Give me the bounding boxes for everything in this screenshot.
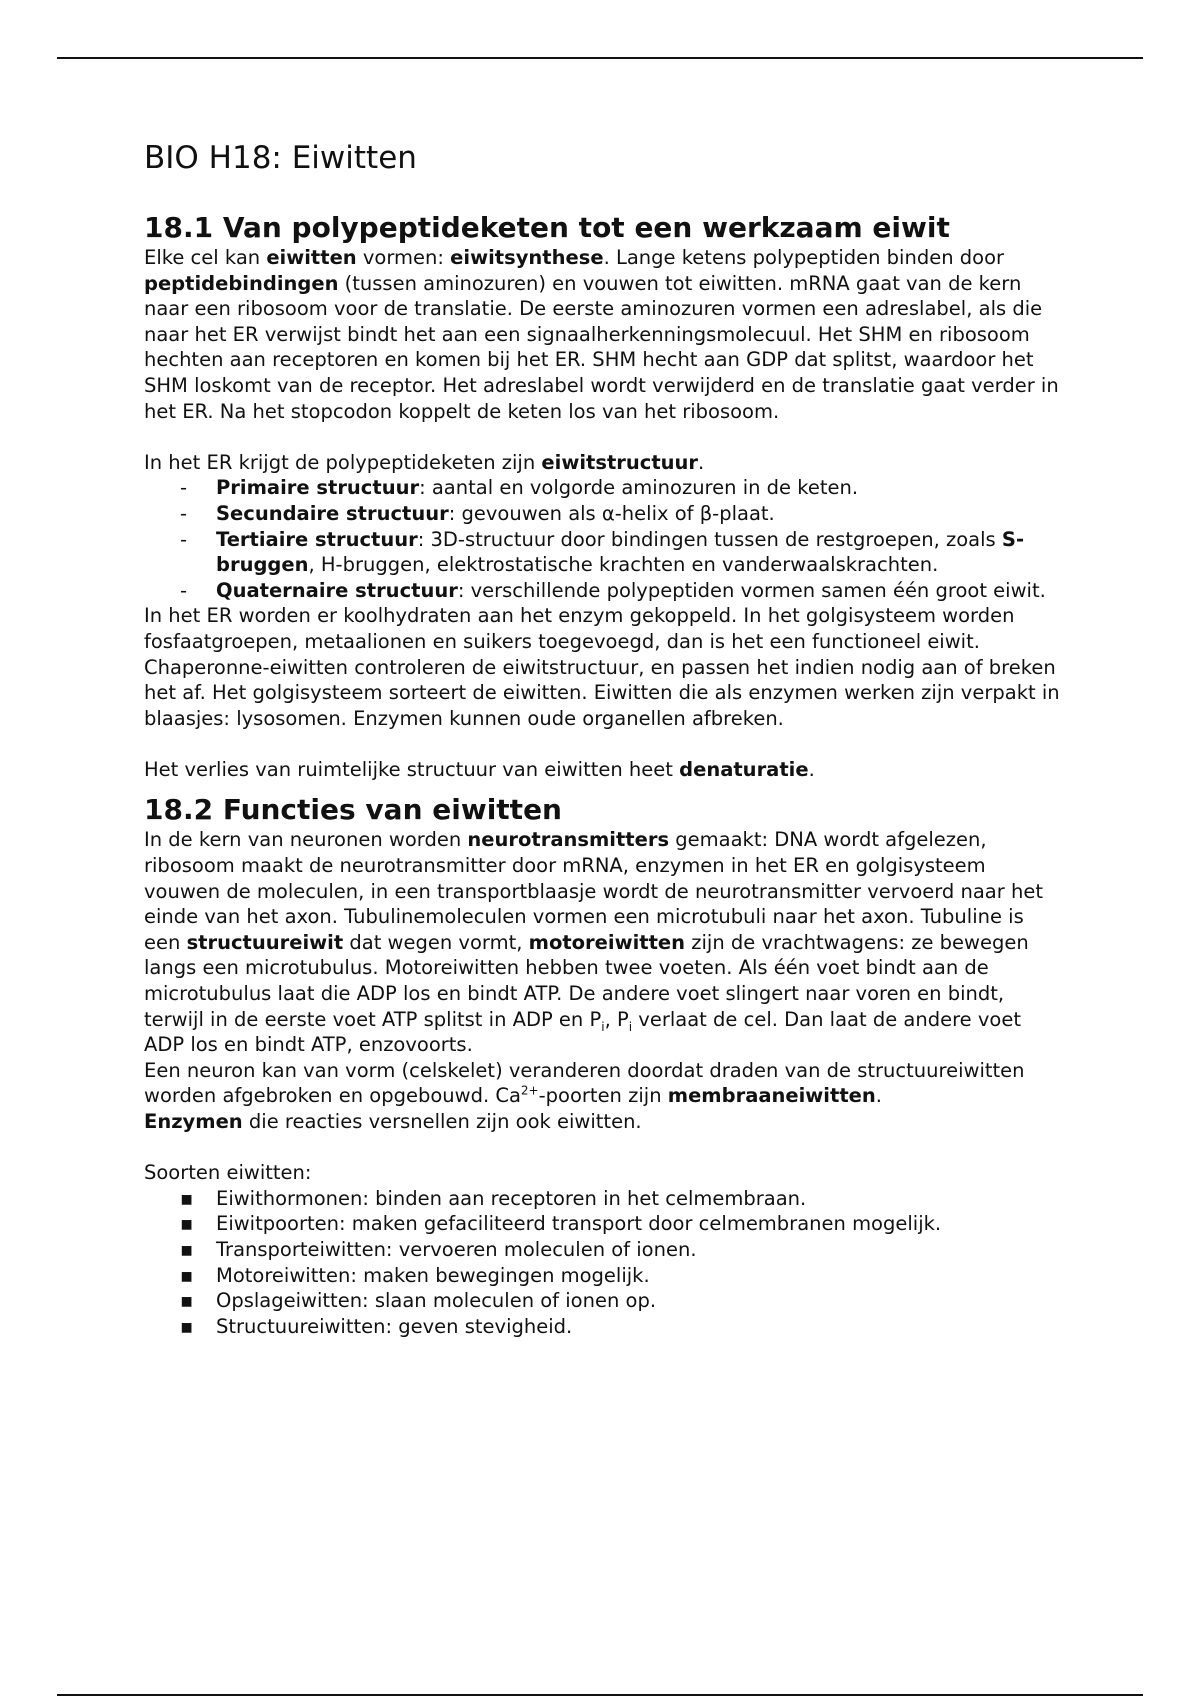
paragraph: Enzymen die reacties versnellen zijn ook eiwitten. [144, 1110, 642, 1133]
protein-types-list [144, 1186, 1064, 1340]
section-heading-18-2: 18.2 Functies van eiwitten [144, 793, 562, 827]
paragraph: Het verlies van ruimtelijke structuur van eiwitten heet denaturatie. [144, 757, 815, 781]
section-heading-18-1: 18.1 Van polypeptideketen tot een werkzaam eiwit [144, 211, 950, 244]
list-item: - Tertiaire structuur: 3D-structuur door bindingen tussen de restgroepen, zoals S-bruggen, H-bruggen, elektrostatische krachten en vanderwaalskrachten. [180, 527, 1025, 577]
paragraph: Chaperonne-eiwitten controleren de eiwitstructuur, en passen het indien nodig aan of breken het af. Het golgisysteem sorteert de eiwitten. Eiwitten die als enzymen werken zijn verpakt in blaasjes: lysosomen. Enzymen kunnen oude organellen afbreken. [144, 655, 1060, 730]
document-page [144, 138, 1064, 1339]
paragraph: In het ER worden er koolhydraten aan het enzym gekoppeld. In het golgisysteem worden fosfaatgroepen, metaalionen en suikers toegevoegd, dan is het een functioneel eiwit. [144, 604, 1015, 653]
paragraph: In de kern van neuronen worden neurotransmitters gemaakt: DNA wordt afgelezen, ribosoom maakt de neurotransmitter door mRNA, enzymen in het ER en golgisysteem vouwen de moleculen, in een transportblaasje wordt de neurotransmitter vervoerd naar het einde van het axon. Tubulinemoleculen vormen een microtubuli naar het axon. Tubuline is een structuureiwit dat wegen vormt, motoreiwitten zijn de vrachtwagens: ze bewegen langs een microtubulus. Motoreiwitten hebben twee voeten. Als één voet bindt aan de microtubulus laat die ADP los en bindt ATP. De andere voet slingert naar voren en bindt, terwijl in de eerste voet ATP splitst in ADP en $P_i$, $P_i$ verlaat de cel. Dan laat de andere voet ADP los en bindt ATP, enzovoorts. [144, 828, 1043, 1057]
top-rule [57, 57, 1143, 59]
list-item: - Secundaire structuur: gevouwen als α-helix of β-plaat. [180, 501, 775, 525]
list-item: ▪ Structuureiwitten: geven stevigheid. [180, 1314, 573, 1338]
list-item: ▪ Motoreiwitten: maken bewegingen mogelijk. [180, 1263, 650, 1287]
list-item: - Primaire structuur: aantal en volgorde aminozuren in de keten. [180, 476, 859, 500]
list-label: Soorten eiwitten: [144, 1161, 312, 1185]
bottom-rule [57, 1694, 1143, 1696]
list-item: ▪ Transporteiwitten: vervoeren moleculen of ionen. [180, 1237, 697, 1261]
list-item: ▪ Opslageiwitten: slaan moleculen of ionen op. [180, 1289, 657, 1313]
list-item: - Quaternaire structuur: verschillende polypeptiden vormen samen één groot eiwit. [180, 578, 1046, 602]
page-title: BIO H18: Eiwitten [144, 140, 417, 176]
structure-list [144, 475, 1064, 603]
paragraph: Een neuron kan van vorm (celskelet) veranderen doordat draden van de structuureiwitten worden afgebroken en opgebouwd. $Ca^{2+}$-poorten zijn membraaneiwitten. [144, 1058, 1025, 1108]
list-item: ▪ Eiwithormonen: binden aan receptoren in het celmembraan. [180, 1186, 807, 1210]
paragraph: In het ER krijgt de polypeptideketen zijn eiwitstructuur. [144, 450, 705, 474]
list-item: ▪ Eiwitpoorten: maken gefaciliteerd transport door celmembranen mogelijk. [180, 1212, 942, 1236]
paragraph: Elke cel kan eiwitten vormen: eiwitsynthese. Lange ketens polypeptiden binden door peptidebindingen (tussen aminozuren) en vouwen tot eiwitten. mRNA gaat van de kern naar een ribosoom voor de translatie. De eerste aminozuren vormen een adreslabel, als die naar het ER verwijst bindt het aan een signaalherkenningsmolecuul. Het SHM en ribosoom hechten aan receptoren en komen bij het ER. SHM hecht aan GDP dat splitst, waardoor het SHM loskomt van de receptor. Het adreslabel wordt verwijderd en de translatie gaat verder in het ER. Na het stopcodon koppelt de keten los van het ribosoom. [144, 246, 1059, 423]
